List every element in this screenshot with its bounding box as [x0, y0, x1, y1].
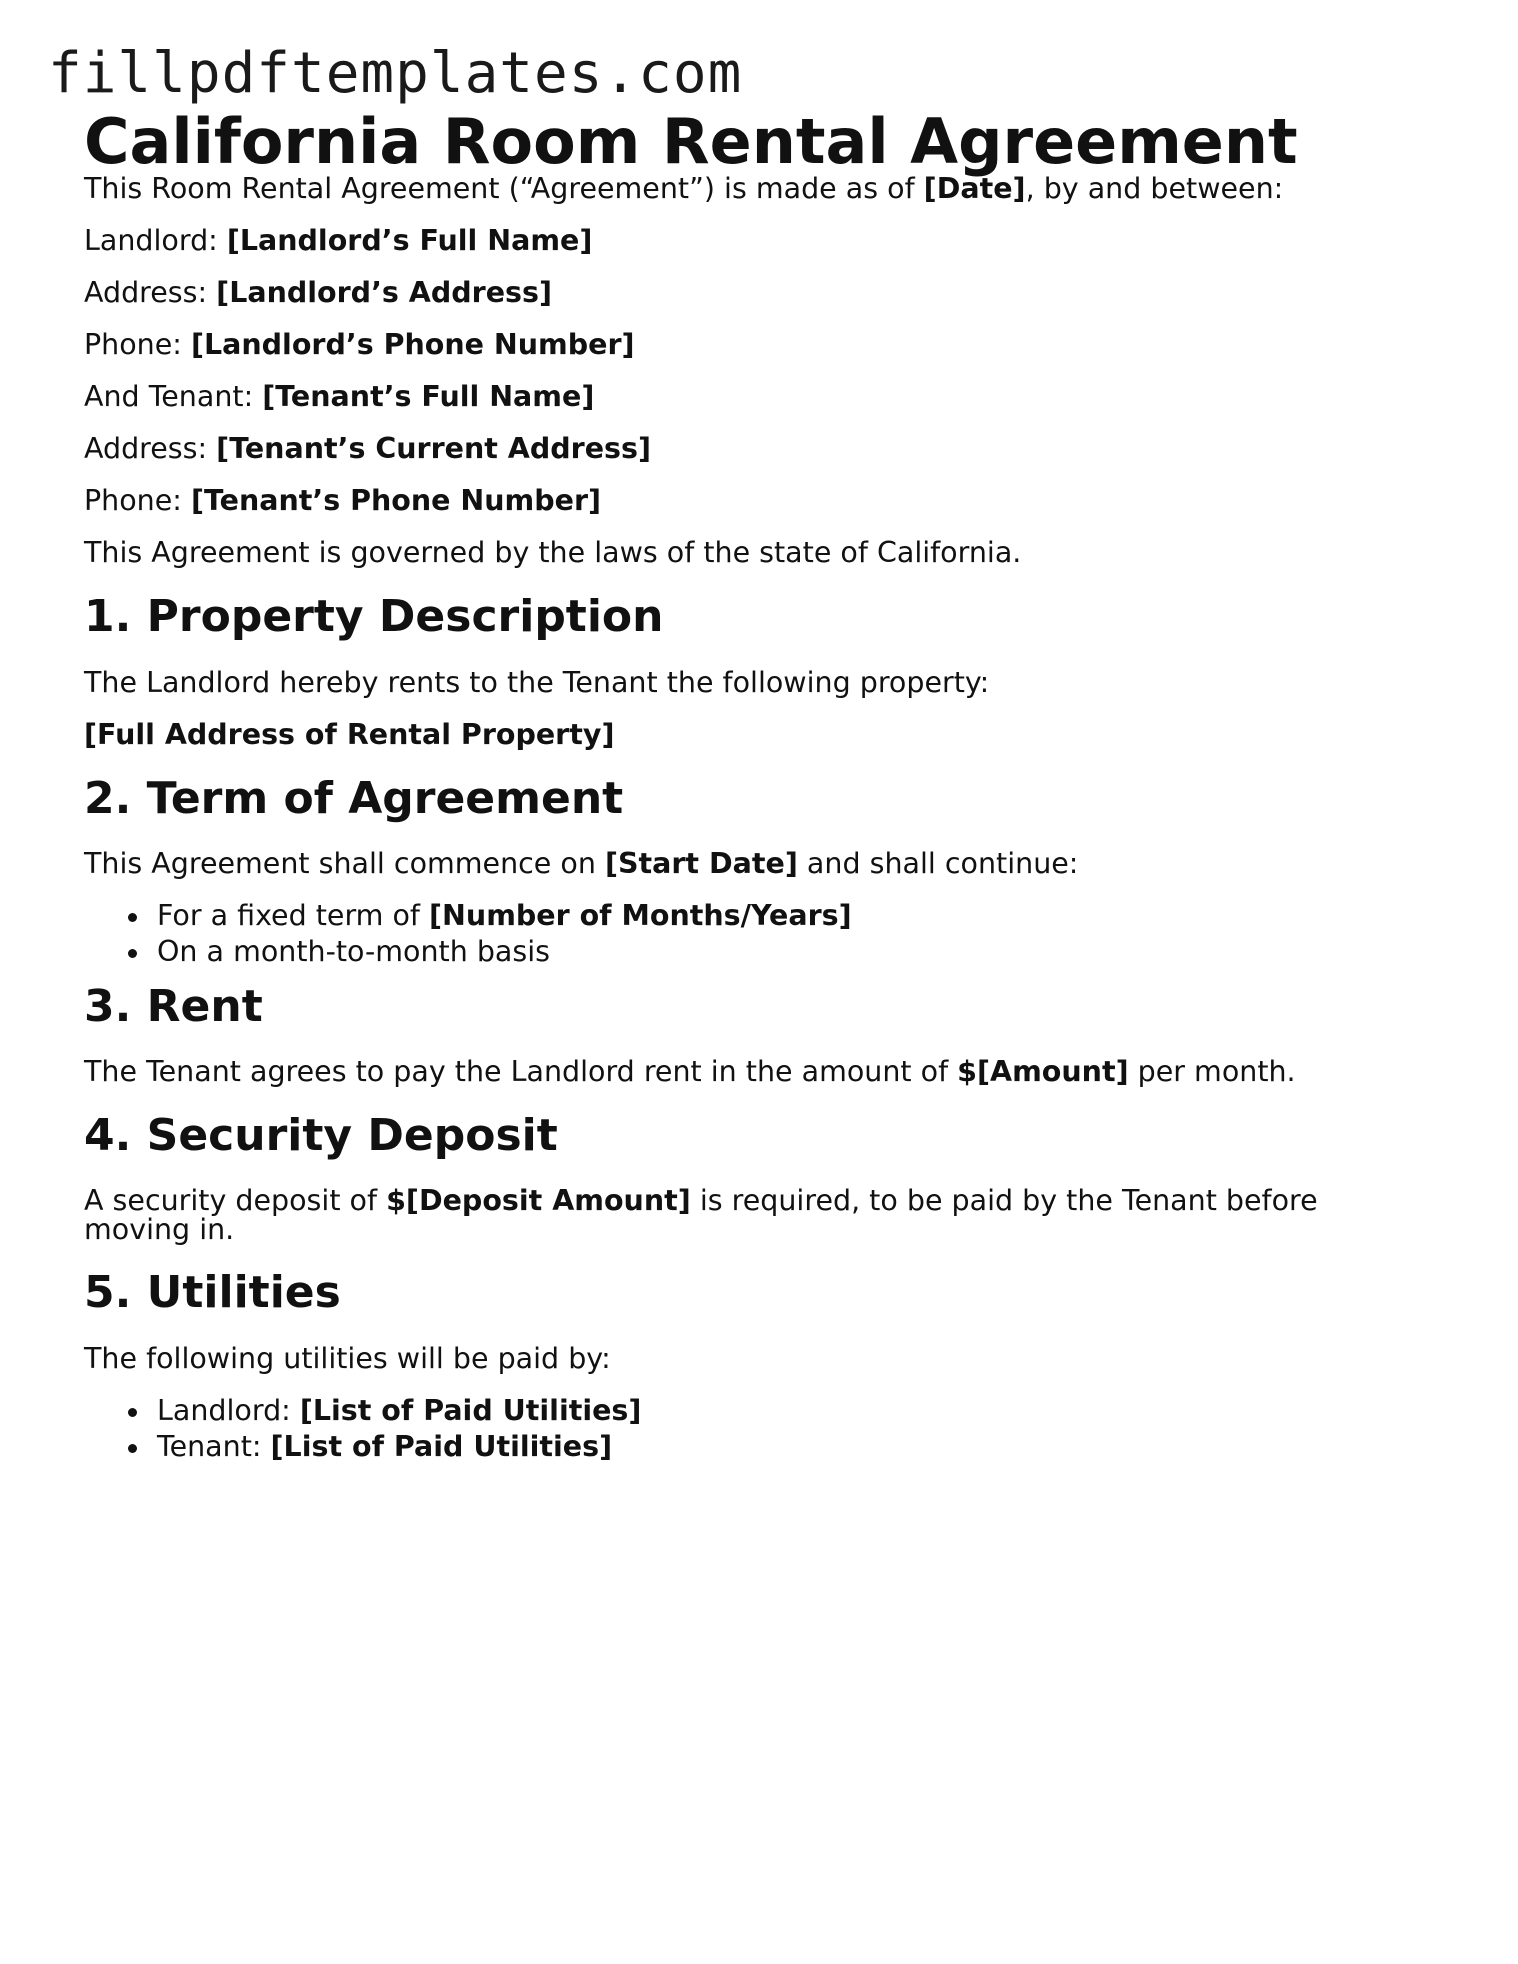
governing-law-text: This Agreement is governed by the laws of the state of California. [84, 536, 1022, 569]
landlord-phone-field[interactable]: [Landlord’s Phone Number] [190, 328, 635, 361]
property-text: The Landlord hereby rents to the Tenant the following property: [84, 666, 990, 699]
deposit-text-continued: moving in. [84, 1213, 235, 1246]
landlord-address-field[interactable]: [Landlord’s Address] [216, 276, 552, 309]
deposit-amount-field[interactable]: $[Deposit Amount] [386, 1184, 691, 1217]
term-length-field[interactable]: [Number of Months/Years] [429, 899, 852, 932]
list-item: For a fixed term of [Number of Months/Years] [84, 898, 852, 934]
tenant-phone-field[interactable]: [Tenant’s Phone Number] [190, 484, 602, 517]
term-options-list [84, 898, 852, 970]
tenant-address-line: Address: [Tenant’s Current Address] [84, 432, 652, 465]
tenant-utilities-field[interactable]: [List of Paid Utilities] [270, 1430, 613, 1463]
landlord-phone-line: Phone: [Landlord’s Phone Number] [84, 328, 635, 361]
tenant-name-line: And Tenant: [Tenant’s Full Name] [84, 380, 595, 413]
tenant-phone-line: Phone: [Tenant’s Phone Number] [84, 484, 602, 517]
section-heading-property: 1. Property Description [84, 591, 664, 642]
property-address-line [84, 717, 614, 753]
date-field[interactable]: [Date] [923, 172, 1026, 205]
tenant-address-field[interactable]: [Tenant’s Current Address] [216, 432, 652, 465]
intro-paragraph: This Room Rental Agreement (“Agreement”) is made as of [Date], by and between: [84, 172, 1284, 205]
term-text: This Agreement shall commence on [Start Date] and shall continue: [84, 847, 1079, 880]
rent-text: The Tenant agrees to pay the Landlord rent in the amount of $[Amount] per month. [84, 1055, 1296, 1088]
list-item: Landlord: [List of Paid Utilities] [84, 1393, 641, 1429]
watermark-text: fillpdftemplates.com [48, 41, 743, 106]
tenant-name-field[interactable]: [Tenant’s Full Name] [262, 380, 595, 413]
section-heading-utilities: 5. Utilities [84, 1267, 341, 1318]
utilities-list [84, 1393, 641, 1465]
deposit-text: A security deposit of $[Deposit Amount] is required, to be paid by the Tenant before [84, 1184, 1318, 1217]
landlord-utilities-field[interactable]: [List of Paid Utilities] [299, 1394, 642, 1427]
utilities-text: The following utilities will be paid by: [84, 1342, 611, 1375]
list-item: Tenant: [List of Paid Utilities] [84, 1429, 641, 1465]
document-title: California Room Rental Agreement [84, 105, 1298, 178]
property-address-field[interactable]: [Full Address of Rental Property] [84, 718, 615, 751]
landlord-name-field[interactable]: [Landlord’s Full Name] [226, 224, 593, 257]
section-heading-deposit: 4. Security Deposit [84, 1110, 558, 1161]
section-heading-term: 2. Term of Agreement [84, 773, 624, 824]
landlord-name-line: Landlord: [Landlord’s Full Name] [84, 224, 593, 257]
rent-amount-field[interactable]: $[Amount] [957, 1055, 1129, 1088]
section-heading-rent: 3. Rent [84, 981, 263, 1032]
start-date-field[interactable]: [Start Date] [604, 847, 798, 880]
list-item: On a month-to-month basis [84, 934, 852, 970]
landlord-address-line: Address: [Landlord’s Address] [84, 276, 552, 309]
